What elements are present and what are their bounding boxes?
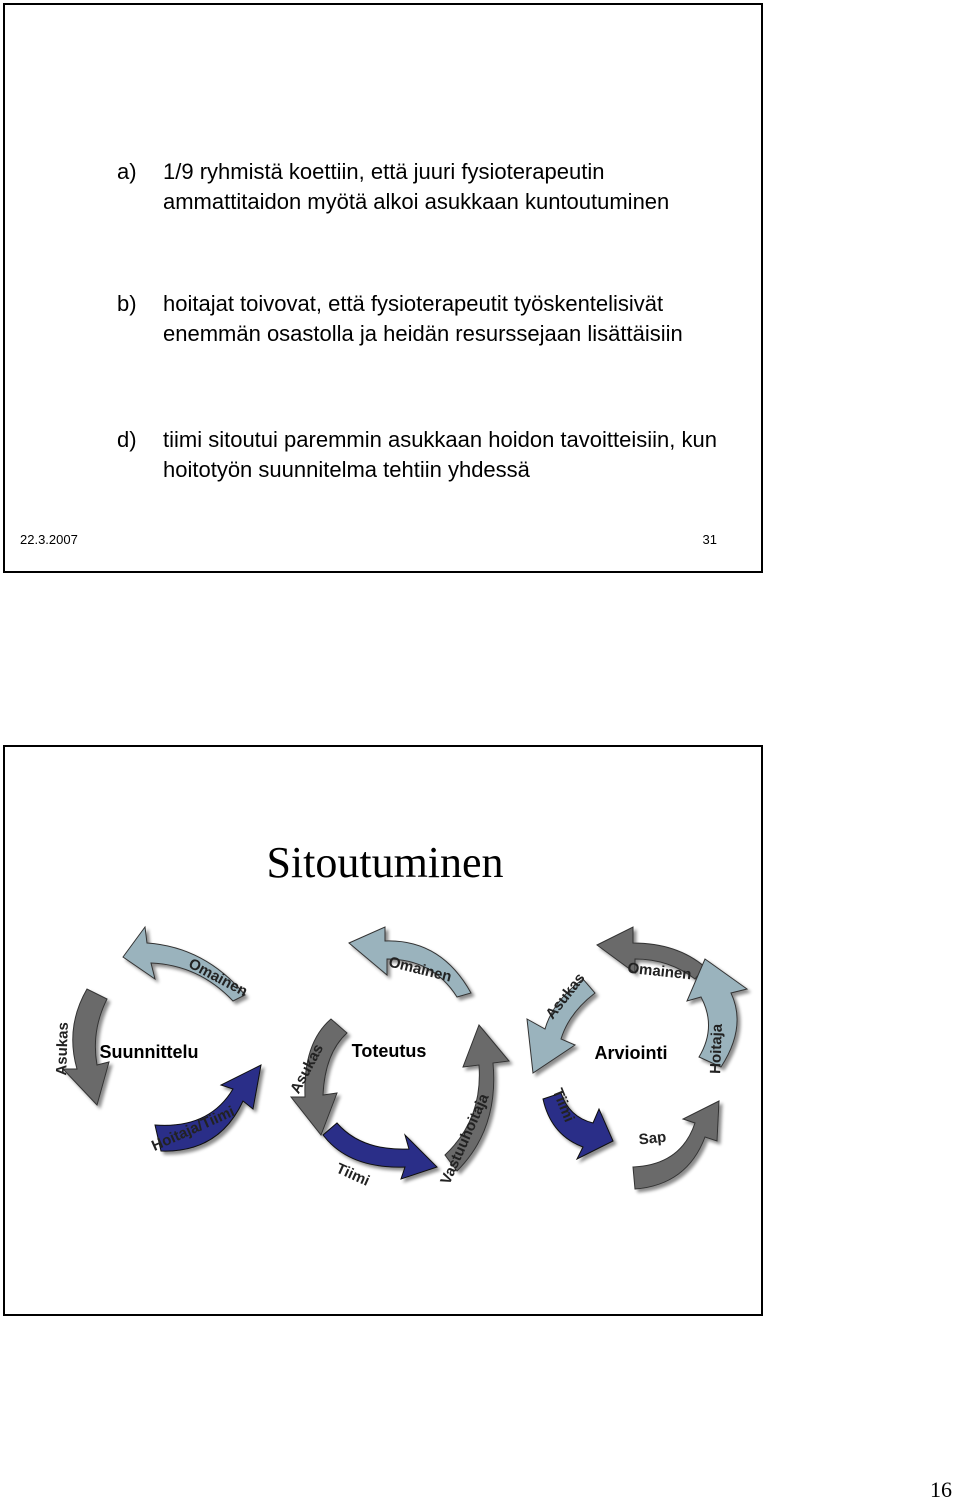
label-nurse: Hoitaja — [707, 1023, 726, 1075]
item-label: b) — [117, 291, 137, 316]
cycle-evaluation — [527, 927, 747, 1189]
label-resident: Asukas — [286, 1041, 328, 1097]
label-resident: Asukas — [542, 969, 589, 1023]
slide-number: 31 — [702, 532, 717, 547]
label-relative: Omainen — [185, 955, 251, 1001]
label-primary-nurse: Vastuuhoitaja — [437, 1091, 493, 1188]
label-resident: Asukas — [53, 1021, 72, 1076]
item-label: d) — [117, 427, 137, 452]
label-relative: Omainen — [626, 959, 693, 984]
slide-date: 22.3.2007 — [20, 532, 78, 547]
label-planning: Suunnittelu — [99, 1042, 199, 1062]
slide-1 — [3, 3, 763, 573]
item-text: 1/9 ryhmistä koettiin, että juuri fysioterapeutin ammattitaidon myötä alkoi asukkaan kuntoutuminen — [163, 159, 670, 214]
label-nurse-team: Hoitaja/Tiimi — [149, 1103, 238, 1155]
slide-title: Sitoutuminen — [266, 838, 504, 887]
page-number: 16 — [930, 1477, 952, 1502]
label-team: Tiimi — [333, 1160, 373, 1190]
label-implementation: Toteutus — [351, 1041, 427, 1061]
item-label: a) — [117, 159, 137, 184]
cycle-planning — [53, 927, 261, 1155]
cycle-implementation — [287, 927, 509, 1190]
label-sap: Sap — [637, 1128, 668, 1149]
label-relative: Omainen — [386, 953, 454, 986]
commitment-cycle-diagram — [5, 897, 761, 1197]
label-evaluation: Arviointi — [594, 1043, 668, 1063]
item-text: hoitajat toivovat, että fysioterapeutit työskentelisivät enemmän osastolla ja heidän resurssejaan lisättäisiin — [163, 291, 683, 346]
item-text: tiimi sitoutui paremmin asukkaan hoidon tavoitteisiin, kun hoitotyön suunnitelma tehtiin yhdessä — [163, 427, 717, 482]
slide-2 — [3, 745, 763, 1316]
label-team: Tiimi — [548, 1086, 578, 1125]
